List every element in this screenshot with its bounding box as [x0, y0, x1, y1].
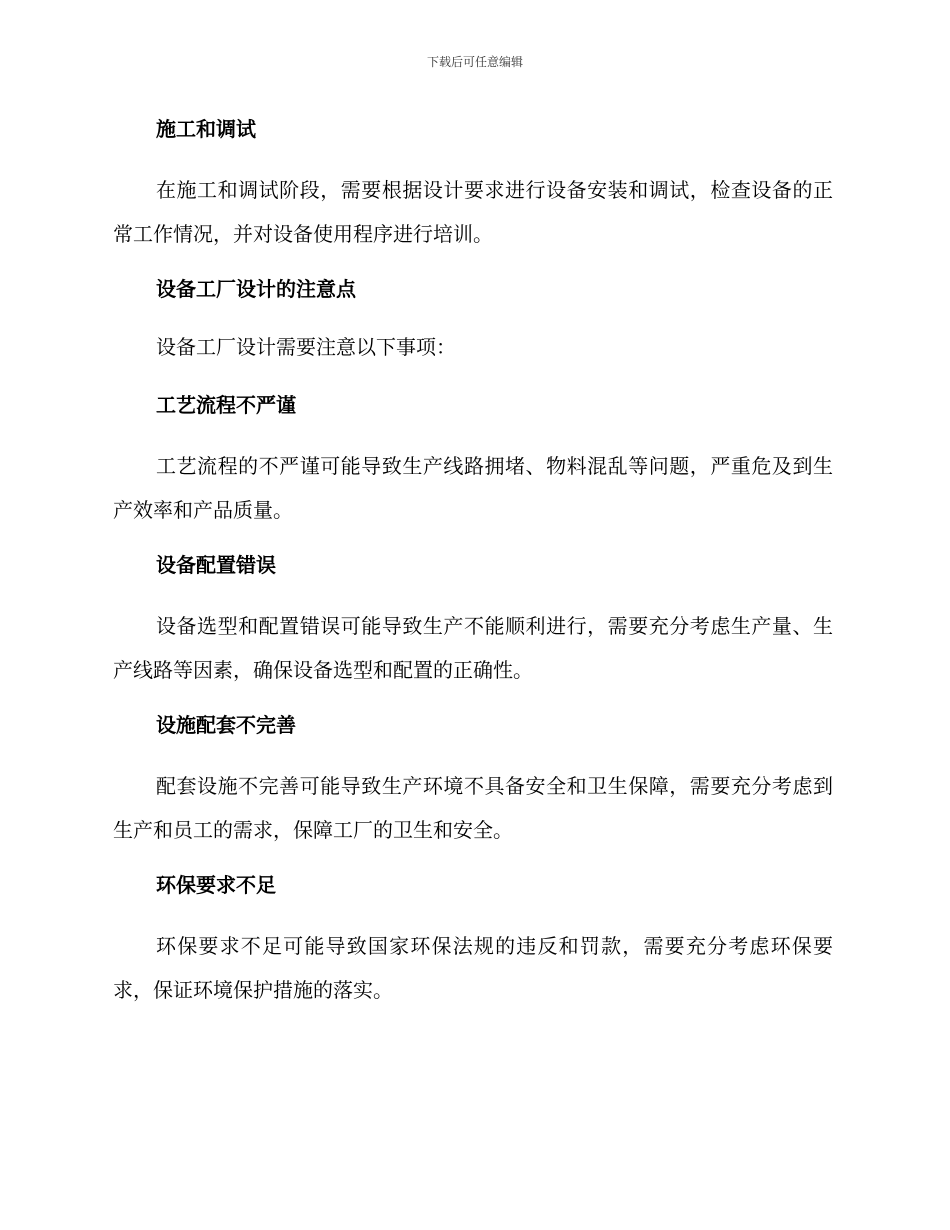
section-heading-construction-debugging: 施工和调试	[156, 117, 256, 141]
section-paragraph-facilities: 配套设施不完善可能导致生产环境不具备安全和卫生保障，需要充分考虑到生产和员工的需求，保障工厂的卫生和安全。	[113, 774, 833, 842]
section-heading-environmental: 环保要求不足	[156, 873, 276, 897]
section-paragraph-construction-debugging: 在施工和调试阶段，需要根据设计要求进行设备安装和调试，检查设备的正常工作情况，并对设备使用程序进行培训。	[113, 178, 833, 246]
section-paragraph-design-notes: 设备工厂设计需要注意以下事项：	[156, 335, 456, 359]
section-paragraph-equipment-config: 设备选型和配置错误可能导致生产不能顺利进行，需要充分考虑生产量、生产线路等因素，确保设备选型和配置的正确性。	[113, 614, 833, 682]
section-paragraph-environmental: 环保要求不足可能导致国家环保法规的违反和罚款，需要充分考虑环保要求，保证环境保护措施的落实。	[113, 934, 833, 1002]
section-heading-facilities: 设施配套不完善	[156, 713, 296, 737]
running-header: 下载后可任意编辑	[426, 55, 523, 69]
section-heading-design-notes: 设备工厂设计的注意点	[156, 277, 356, 301]
section-paragraph-process-flow: 工艺流程的不严谨可能导致生产线路拥堵、物料混乱等问题，严重危及到生产效率和产品质量。	[113, 454, 833, 522]
document-body	[113, 110, 833, 1026]
section-heading-process-flow: 工艺流程不严谨	[156, 393, 296, 417]
section-heading-equipment-config: 设备配置错误	[156, 553, 276, 577]
